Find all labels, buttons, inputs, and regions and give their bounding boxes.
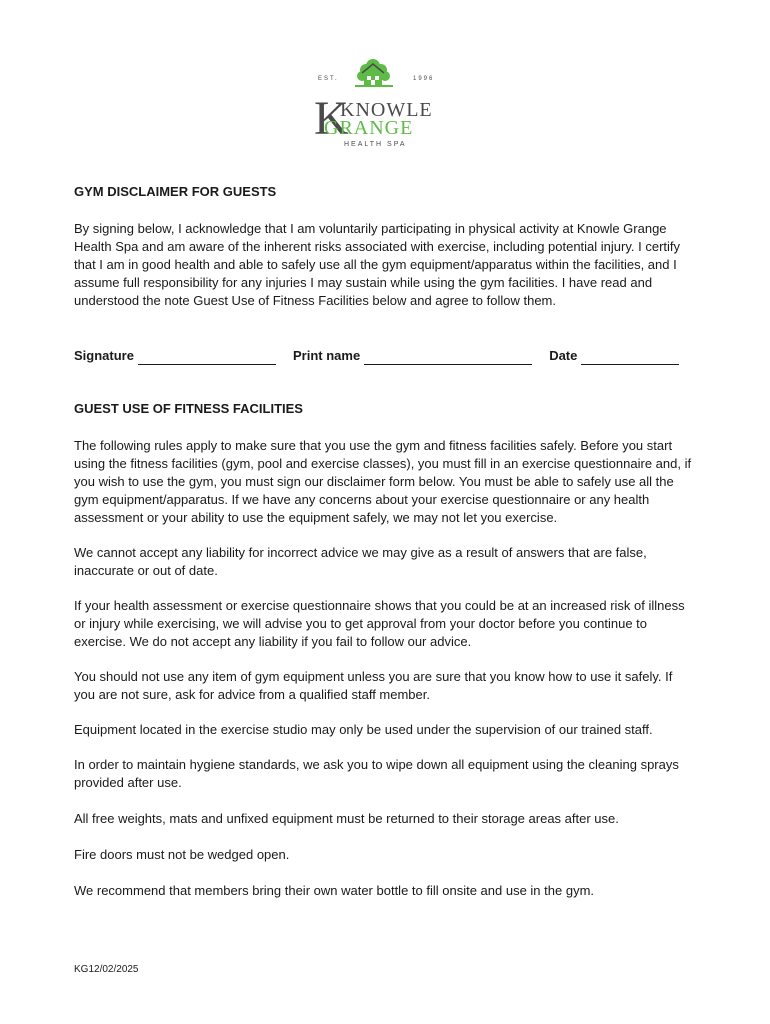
signature-row <box>74 347 679 365</box>
logo-letter-k: K <box>314 92 349 145</box>
rule-paragraph: If your health assessment or exercise questionnaire shows that you could be at an increased risk of illness or injury while exercising, we will advise you to get approval from your doctor before you continue to exercise. We do not accept any liability if you fail to follow our advice. <box>74 598 685 649</box>
disclaimer-body: By signing below, I acknowledge that I am voluntarily participating in physical activity at Knowle Grange Health Spa and am aware of the inherent risks associated with exercise, including potential injury. I certify that I am in good health and able to safely use all the gym equipment/apparatus within the facilities, and I assume full responsibility for any injuries I may sustain while using the gym facilities. I have read and understood the note Guest Use of Fitness Facilities below and agree to follow them. <box>74 221 681 308</box>
document-code: KG12/02/2025 <box>74 964 139 975</box>
print-name-line[interactable] <box>364 352 532 365</box>
rule-paragraph: The following rules apply to make sure that you use the gym and fitness facilities safely. Before you start using the fitness facilities (gym, pool and exercise classes), you must fill in an exercise questionnaire and, if you wish to use the gym, you must sign our disclaimer form below. You must be able to safely use all the gym equipment/apparatus. If we have any concerns about your exercise questionnaire or any health assessment or your ability to use the equipment safely, we may not let you exercise. <box>74 438 692 525</box>
logo-line3: HEALTH SPA <box>344 141 407 148</box>
rule-paragraph: Fire doors must not be wedged open. <box>74 847 290 862</box>
signature-label: Signature <box>74 348 134 363</box>
facilities-title: GUEST USE OF FITNESS FACILITIES <box>74 401 303 416</box>
house-emblem-icon <box>355 59 393 87</box>
rule-paragraph: Equipment located in the exercise studio may only be used under the supervision of our trained staff. <box>74 722 653 737</box>
print-name-field[interactable] <box>293 347 532 365</box>
document-body <box>74 183 696 900</box>
rule-paragraph: You should not use any item of gym equipment unless you are sure that you know how to use it safely. If you are not sure, ask for advice from a qualified staff member. <box>74 669 673 702</box>
logo-est: EST. <box>318 76 339 82</box>
knowle-grange-logo <box>300 52 450 152</box>
logo-line2: GRANGE <box>324 117 414 139</box>
disclaimer-title: GYM DISCLAIMER FOR GUESTS <box>74 184 277 199</box>
rule-paragraph: We cannot accept any liability for incorrect advice we may give as a result of answers that are false, inaccurate or out of date. <box>74 545 647 578</box>
rule-paragraph: We recommend that members bring their own water bottle to fill onsite and use in the gym. <box>74 883 595 898</box>
date-line[interactable] <box>581 352 679 365</box>
date-label: Date <box>549 348 578 363</box>
logo-graphic <box>300 52 450 152</box>
rule-paragraph: All free weights, mats and unfixed equipment must be returned to their storage areas after use. <box>74 811 619 826</box>
logo-line1: KNOWLE <box>340 99 433 121</box>
rule-paragraph: In order to maintain hygiene standards, we ask you to wipe down all equipment using the cleaning sprays provided after use. <box>74 757 679 790</box>
print-name-label: Print name <box>292 348 361 363</box>
logo-year: 1996 <box>413 76 435 82</box>
date-field[interactable] <box>549 347 679 365</box>
signature-field[interactable] <box>74 347 276 365</box>
signature-line[interactable] <box>138 352 276 365</box>
